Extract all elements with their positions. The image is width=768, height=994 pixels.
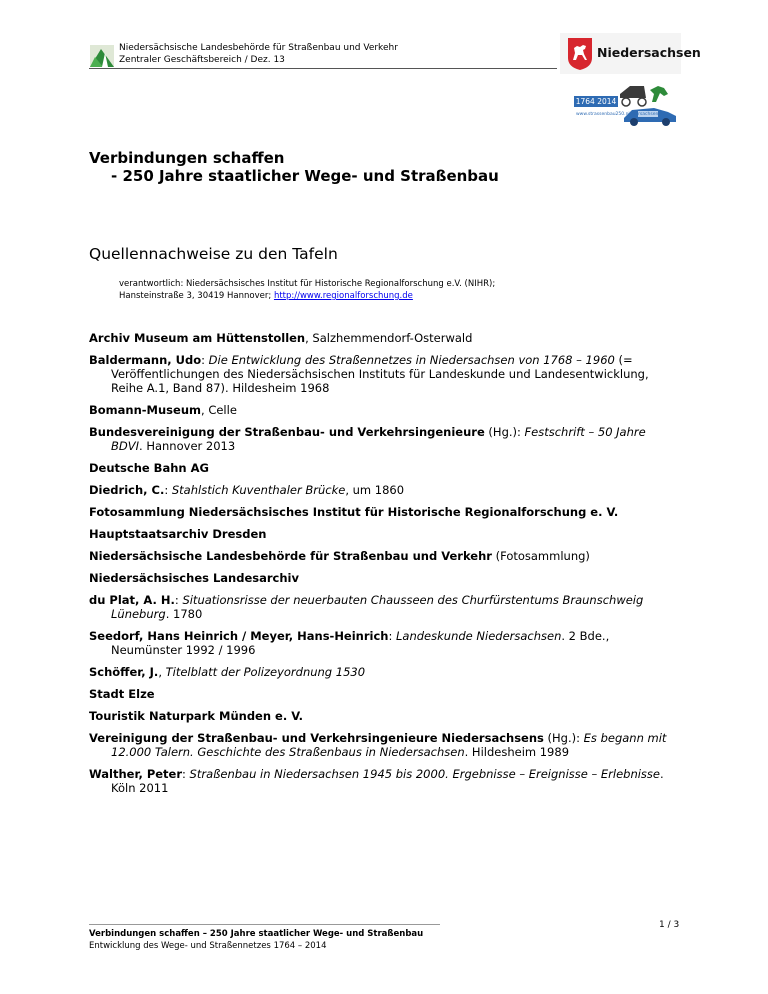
reference-entry xyxy=(89,353,679,395)
reference-text: : xyxy=(174,593,183,607)
responsible-institute: : Niedersächsisches Institut für Historische Regionalforschung e.V. (NIHR); xyxy=(180,279,496,289)
reference-title: Festschrift – 50 Jahre BDVI xyxy=(111,425,646,453)
footer-line1: Verbindungen schaffen – 250 Jahre staatlicher Wege- und Straßenbau xyxy=(89,929,424,939)
reference-entry xyxy=(89,731,679,759)
reference-text: (Hg.): xyxy=(543,731,584,745)
reference-entry xyxy=(89,593,679,621)
reference-author: du Plat, A. H. xyxy=(89,593,175,607)
document-title xyxy=(89,149,499,185)
reference-author: Walther, Peter xyxy=(89,767,183,781)
reference-text: . 2 Bde., Neumünster 1992 / 1996 xyxy=(111,629,610,657)
reference-author: Fotosammlung Niedersächsisches Institut für Historische Regionalforschung e. V. xyxy=(89,505,619,519)
responsible-link[interactable]: http://www.regionalforschung.de xyxy=(273,291,413,301)
reference-text: : xyxy=(201,353,209,367)
reference-author: Archiv Museum am Hüttenstollen xyxy=(89,331,306,345)
reference-author: Hauptstaatsarchiv Dresden xyxy=(89,527,267,541)
reference-author: Touristik Naturpark Münden e. V. xyxy=(89,709,304,723)
footer xyxy=(89,928,423,952)
reference-author: Niedersächsisches Landesarchiv xyxy=(89,571,299,585)
reference-entry xyxy=(89,571,679,585)
niedersachsen-wordmark: Niedersachsen xyxy=(597,45,701,60)
reference-entry xyxy=(89,403,679,417)
reference-entry xyxy=(89,527,679,541)
reference-entry xyxy=(89,505,679,519)
reference-entry xyxy=(89,629,679,657)
reference-text: , Celle xyxy=(201,403,237,417)
reference-text: : xyxy=(388,629,397,643)
anniversary-dates: 1764 2014 xyxy=(575,97,617,106)
reference-text: , Salzhemmendorf-Osterwald xyxy=(305,331,473,345)
reference-author: Seedorf, Hans Heinrich / Meyer, Hans-Heinrich xyxy=(89,629,389,643)
reference-author: Stadt Elze xyxy=(89,687,155,701)
reference-author: Bomann-Museum xyxy=(89,403,202,417)
header-org-line2: Zentraler Geschäftsbereich / Dez. 13 xyxy=(119,55,285,65)
reference-entry xyxy=(89,331,679,345)
reference-entry xyxy=(89,709,679,723)
reference-author: Niedersächsische Landesbehörde für Straßenbau und Verkehr xyxy=(89,549,492,563)
page-number: 1 / 3 xyxy=(659,920,680,930)
reference-entry xyxy=(89,687,679,701)
reference-entry xyxy=(89,665,679,679)
reference-entry xyxy=(89,425,679,453)
reference-author: Deutsche Bahn AG xyxy=(89,461,209,475)
reference-text: , um 1860 xyxy=(345,483,405,497)
header-divider xyxy=(89,68,557,69)
reference-author: Diedrich, C. xyxy=(89,483,165,497)
reference-list xyxy=(89,331,679,803)
document-title-line2: - 250 Jahre staatlicher Wege- und Straßenbau xyxy=(111,167,499,185)
reference-text: . Hannover 2013 xyxy=(139,439,236,453)
responsible-note xyxy=(119,278,495,302)
reference-text: (Fotosammlung) xyxy=(491,549,590,563)
reference-text: : xyxy=(182,767,190,781)
reference-entry xyxy=(89,461,679,475)
reference-title: Straßenbau in Niedersachsen 1945 bis 2000. Ergebnisse – Ereignisse – Erlebnisse xyxy=(189,767,660,781)
reference-text: : xyxy=(164,483,172,497)
reference-text: , xyxy=(158,665,166,679)
reference-text: . 1780 xyxy=(165,607,203,621)
responsible-address: Hansteinstraße 3, 30419 Hannover; xyxy=(119,291,274,301)
reference-text: . Köln 2011 xyxy=(111,767,664,795)
header-org-line1: Niedersächsische Landesbehörde für Straßenbau und Verkehr xyxy=(119,43,398,53)
anniversary-url: www.strassenbau250.niedersachsen.de xyxy=(576,112,666,117)
responsible-label: verantwortlich xyxy=(119,279,181,289)
reference-author: Vereinigung der Straßenbau- und Verkehrsingenieure Niedersachsens xyxy=(89,731,544,745)
reference-entry xyxy=(89,549,679,563)
niedersachsen-logo xyxy=(560,33,701,74)
authority-logo-icon xyxy=(89,41,115,71)
footer-line2: Entwicklung des Wege- und Straßennetzes 1764 – 2014 xyxy=(89,941,327,951)
reference-text: . Hildesheim 1989 xyxy=(464,745,570,759)
reference-title: Situationsrisse der neuerbauten Chausseen des Churfürstentums Braunschweig Lüneburg xyxy=(111,593,644,621)
document-title-line1: Verbindungen schaffen xyxy=(89,149,285,167)
reference-text: (Hg.): xyxy=(484,425,525,439)
reference-title: Landeskunde Niedersachsen xyxy=(396,629,562,643)
section-heading: Quellennachweise zu den Tafeln xyxy=(89,245,338,263)
horse-shield-icon xyxy=(568,38,592,70)
reference-title: Titelblatt der Polizeyordnung 1530 xyxy=(165,665,366,679)
footer-divider xyxy=(89,924,440,925)
reference-entry xyxy=(89,767,679,795)
reference-title: Die Entwicklung des Straßennetzes in Niedersachsen von 1768 – 1960 xyxy=(208,353,615,367)
reference-author: Bundesvereinigung der Straßenbau- und Verkehrsingenieure xyxy=(89,425,485,439)
reference-title: Es begann mit 12.000 Talern. Geschichte des Straßenbaus in Niedersachsen xyxy=(111,731,667,759)
reference-title: Stahlstich Kuventhaler Brücke xyxy=(171,483,346,497)
reference-text: (= Veröffentlichungen des Niedersächsischen Instituts für Landeskunde und Landesentwicklung, Reihe A.1, Band 87). Hildesheim 1968 xyxy=(111,353,649,395)
header-organization xyxy=(119,42,398,66)
reference-entry xyxy=(89,483,679,497)
reference-author: Baldermann, Udo xyxy=(89,353,202,367)
reference-author: Schöffer, J. xyxy=(89,665,159,679)
